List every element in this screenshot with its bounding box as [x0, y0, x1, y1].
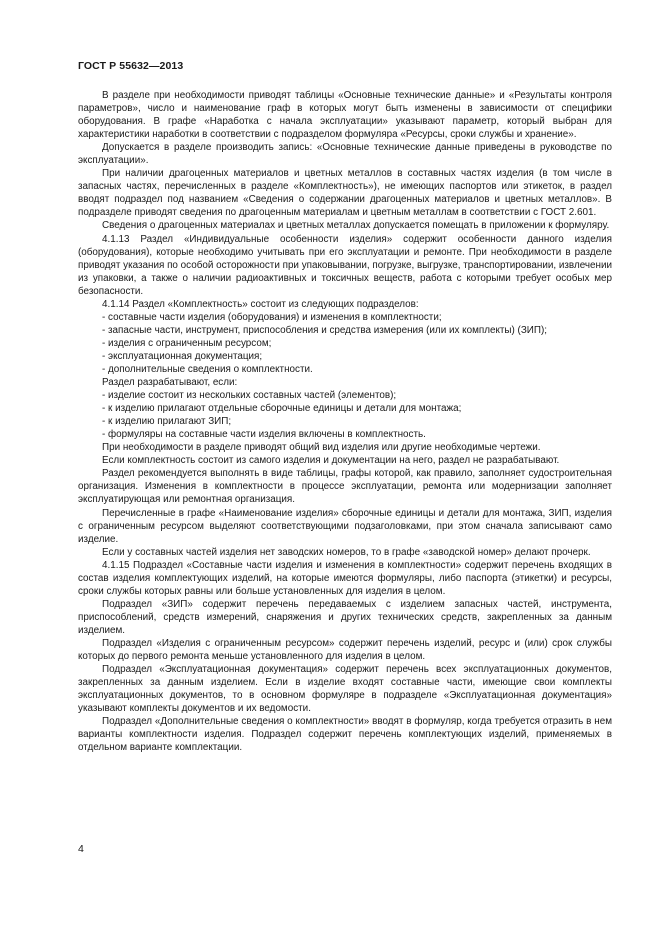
- list-item: - формуляры на составные части изделия включены в комплектность.: [102, 429, 426, 441]
- paragraph: При наличии драгоценных материалов и цветных металлов в составных частях изделия (в том числе в запасных частях, перечисленных в разделе «Комплектность»), не имеющих паспортов или этикеток, в раздел вводят подраздел под названием «Сведения о содержании драгоценных материалов и цветных металлов». В подразделе приводят сведения по драгоценным материалам и цветным металлам в соответствии с ГОСТ 2.601.: [78, 168, 612, 219]
- paragraph: 4.1.14 Раздел «Комплектность» состоит из следующих подразделов:: [102, 298, 419, 310]
- paragraph: Подраздел «Дополнительные сведения о комплектности» вводят в формуляр, когда требуется отразить в нем варианты комплектности изделия. Подраздел содержит перечень комплектующих изделий, применяемых в отдельном варианте комплектации.: [78, 716, 612, 754]
- paragraph: Раздел рекомендуется выполнять в виде таблицы, графы которой, как правило, заполняет судостроительная организация. Изменения в комплектности в процессе эксплуатации, ремонта или модернизации заполняет эксплуатирующая или ремонтная организация.: [78, 468, 612, 506]
- paragraph: Подраздел «Эксплуатационная документация» содержит перечень всех эксплуатационных документов, закрепленных за данным изделием. Если в изделие входят составные части, имеющие свои комплекты эксплуатационных документов, то в основном формуляре в подразделе «Эксплуатационная документация» указывают комплекты документов и их ведомости.: [78, 664, 612, 715]
- paragraph: Допускается в разделе производить запись: «Основные технические данные приведены в руководстве по эксплуатации».: [78, 142, 612, 167]
- list-item: - составные части изделия (оборудования) и изменения в комплектности;: [102, 311, 442, 323]
- page-number: 4: [78, 843, 84, 855]
- paragraph: Подраздел «ЗИП» содержит перечень передаваемых с изделием запасных частей, инструмента, приспособлений, средств измерений, снаряжения и других технических средств, закрепленных за данным изделием.: [78, 598, 612, 636]
- paragraph: Если у составных частей изделия нет заводских номеров, то в графе «заводской номер» делают прочерк.: [102, 546, 591, 558]
- list-item: - к изделию прилагают ЗИП;: [102, 416, 232, 428]
- paragraph: При необходимости в разделе приводят общий вид изделия или другие необходимые чертежи.: [102, 442, 541, 454]
- paragraph: 4.1.13 Раздел «Индивидуальные особенности изделия» содержит особенности данного изделия (оборудования), которые необходимо учитывать при его эксплуатации и ремонте. При необходимости в разделе приводят указания по особой осторожности при упаковывании, погрузке, выгрузке, транспортировании, извлечении из упаковки, а также о наличии радиоактивных и токсичных веществ, работа с которыми требует особых мер безопасности.: [78, 233, 612, 297]
- document-header: ГОСТ Р 55632—2013: [78, 60, 184, 72]
- list-item: - запасные части, инструмент, приспособления и средства измерения (или их комплекты) (ЗИП);: [102, 324, 548, 336]
- list-item: - к изделию прилагают отдельные сборочные единицы и детали для монтажа;: [102, 403, 462, 415]
- paragraph: Раздел разрабатывают, если:: [102, 377, 238, 389]
- list-item: - изделия с ограниченным ресурсом;: [102, 337, 272, 349]
- paragraph: В разделе при необходимости приводят таблицы «Основные технические данные» и «Результаты контроля параметров», число и наименование граф в которых могут быть изменены в зависимости от специфики оборудования. В графе «Наработка с начала эксплуатации» указывают параметр, который выбран для характеристики наработки в соответствии с подразделом формуляра «Ресурсы, сроки службы и хранение».: [78, 90, 612, 141]
- document-body: [78, 89, 612, 754]
- paragraph: 4.1.15 Подраздел «Составные части изделия и изменения в комплектности» содержит перечень входящих в состав изделия комплектующих изделий, на которые имеются формуляры, либо паспорта (этикетки) и ресурсы, сроки службы которых равны или больше установленных для изделия в целом.: [78, 559, 612, 597]
- paragraph: Подраздел «Изделия с ограниченным ресурсом» содержит перечень изделий, ресурс и (или) срок службы которых до первого ремонта меньше установленного для изделия в целом.: [78, 637, 612, 663]
- paragraph: Перечисленные в графе «Наименование изделия» сборочные единицы и детали для монтажа, ЗИП, изделия с ограниченным ресурсом выделяют соответствующими подзаголовками, при этом сначала записывают само изделие.: [78, 507, 612, 545]
- list-item: - эксплуатационная документация;: [102, 350, 263, 362]
- paragraph: Сведения о драгоценных материалах и цветных металлах допускается помещать в приложении к формуляру.: [102, 220, 610, 232]
- list-item: - изделие состоит из нескольких составных частей (элементов);: [102, 390, 397, 402]
- paragraph: Если комплектность состоит из самого изделия и документации на него, раздел не разрабатывают.: [102, 455, 560, 467]
- list-item: - дополнительные сведения о комплектности.: [102, 363, 313, 375]
